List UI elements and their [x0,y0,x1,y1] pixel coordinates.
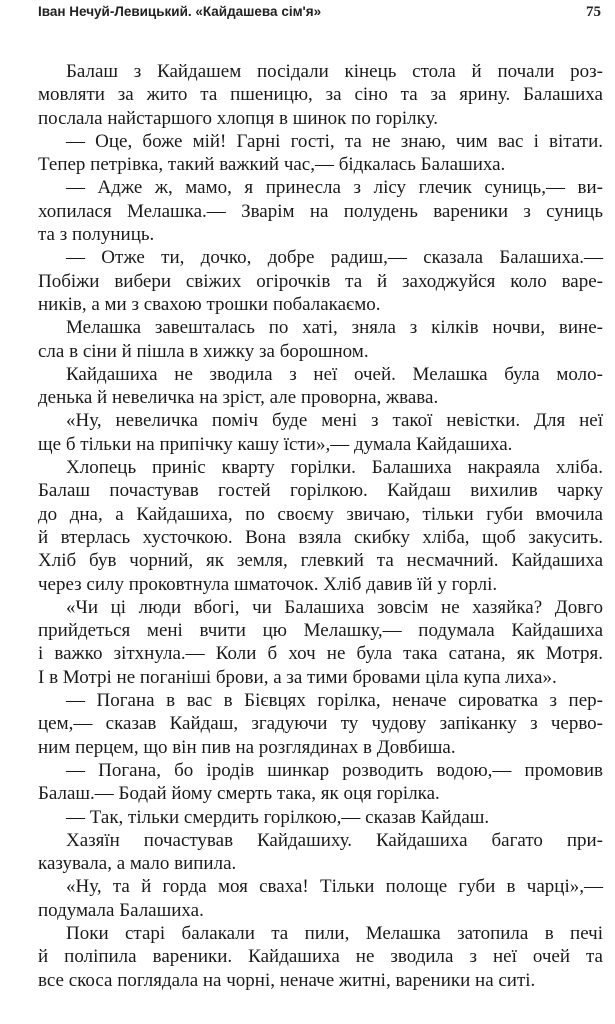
text-line: Балаш з Кайдашем посідали кінець стола й почали роз- [66,61,603,82]
paragraph [38,363,603,410]
paragraph [38,60,603,130]
text-line: й поліпила вареники. Кайдашиха не зводила з неї очей та [38,946,603,968]
paragraph [38,456,603,596]
text-line: все скоса поглядала на чорні, неначе житні, вареники на ситі. [38,969,536,991]
text-line: денька й невеличка на зріст, але проворна, жвава. [38,387,439,409]
text-line: Кайдашиха не зводила з неї очей. Мелашка була моло- [66,363,603,385]
text-line: і важко зітхнула.— Коли б хоч не була така сатана, як Мотря. [38,643,603,665]
page-body [38,60,603,992]
paragraph [38,596,603,689]
paragraph [38,922,603,992]
text-line: ним перцем, що він пив на розглядинах в Довбиша. [38,736,456,758]
text-line: до дна, а Кайдашиха, по своєму звичаю, тільки губи вмочила [38,503,603,525]
text-line: Балаш почастував гостей горілкою. Кайдаш вихилив чарку [38,480,603,502]
text-line: Балаш.— Бодай йому смерть така, як оця горілка. [38,783,440,805]
text-line: Поки старі балакали та пили, Мелашка затопила в печі [66,922,603,944]
text-line: та з полуниць. [38,224,155,246]
text-line: Мелашка завешталась по хаті, зняла з кілків ночви, вине- [66,317,603,339]
text-line: — Адже ж, мамо, я принесла з лісу глечик суниць,— ви- [66,177,603,199]
text-line: прийдеться мені вчити цю Мелашку,— подумала Кайдашиха [38,620,603,642]
paragraph [38,316,603,363]
paragraph [38,829,603,876]
paragraph [38,689,603,759]
text-line: Хліб був чорний, як земля, глевкий та несмачний. Кайдашиха [38,550,603,572]
paragraph [38,806,603,829]
book-title: Іван Нечуй-Левицький. «Кайдашева сім'я» [38,4,322,19]
text-line: ще б тільки на припічку кашу їсти»,— думала Кайдашиха. [38,433,513,455]
text-line: Тепер петрівка, такий важкий час,— бідкалась Балашиха. [38,154,506,176]
paragraph [38,130,603,177]
paragraph [38,246,603,316]
text-line: хопилася Мелашка.— Зварім на полудень вареники з суниць [38,200,603,222]
text-line: сла в сіни й пішла в хижку за борошном. [38,340,369,362]
paragraph [38,409,603,456]
text-line: послала найстаршого хлопця в шинок по горілку. [38,107,438,129]
text-line: ників, а ми з свахою трошки побалакаємо. [38,293,381,315]
text-line: — Погана, бо іродів шинкар розводить водою,— промовив [66,759,603,781]
running-header [38,4,601,24]
text-line: цем,— сказав Кайдаш, згадуючи ту чудову запіканку з черво- [38,713,603,735]
text-line: «Ну, невеличка поміч буде мені з такої невістки. Для неї [66,410,603,432]
text-line: через силу проковтнула шматочок. Хліб давив їй у горлі. [38,573,498,595]
text-line: І в Мотрі не поганіші брови, а за тими бровами ціла купа лиха». [38,666,557,688]
text-line: «Чи ці люди вбогі, чи Балашиха зовсім не хазяйка? Довго [66,596,603,618]
paragraph [38,176,603,246]
text-line: — Погана в вас в Бієвцях горілка, неначе сироватка з пер- [66,690,603,712]
text-line: «Ну, та й горда моя сваха! Тільки полоще губи в чарці»,— [66,876,603,898]
text-line: — Оце, боже мій! Гарні гості, та не знаю, чим вас і вітати. [66,130,603,152]
paragraph [38,759,603,806]
text-line: казувала, а мало випила. [38,853,237,875]
text-line: — Отже ти, дочко, добре радиш,— сказала Балашиха.— [66,247,603,269]
text-line: Побіжи вибери свіжих огірочків та й заходжуйся коло варе- [38,270,603,292]
text-line: подумала Балашиха. [38,899,204,921]
page-number: 75 [586,4,601,20]
paragraph [38,875,603,922]
text-line: й втерлась хусточкою. Вона взяла скибку хліба, щоб закусить. [38,526,603,548]
text-line: мовляти за жито та пшеницю, за сіно та за ярину. Балашиха [38,84,603,106]
text-line: Хлопець приніс кварту горілки. Балашиха накраяла хліба. [66,457,603,479]
text-line: Хазяїн почастував Кайдашиху. Кайдашиха багато при- [66,829,603,851]
text-line: — Так, тільки смердить горілкою,— сказав Кайдаш. [66,806,490,828]
